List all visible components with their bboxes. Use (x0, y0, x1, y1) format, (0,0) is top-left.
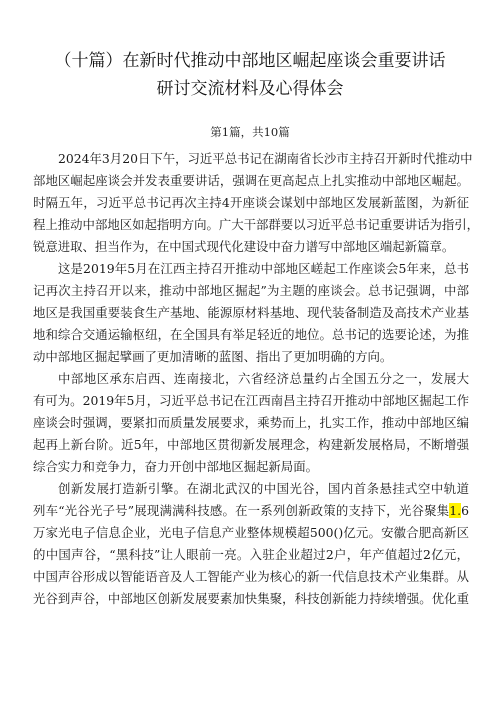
paragraph-line: 有可为。2019年5月，习近平总书记在江西南昌主持召开推动中部地区掘起工作 (33, 393, 469, 408)
paragraph-line: 时隔五年，习近平总书记再次主持4开座谈会谋划中部地区发展新蓝图，为新征 (33, 195, 469, 210)
paragraph-line: 2024年3月20日下午，习近平总书记在湖南省长沙市主持召开新时代推动中 (58, 151, 473, 166)
paragraph-line: 地和综合交通运输枢纽，在全国具有举足轻近的地位。总书记的选要论述，为推 (33, 327, 469, 342)
paragraph-3 (33, 368, 469, 478)
document-body (33, 148, 480, 610)
document-title-line-1: （十篇）在新时代推动中部地区崛起座谈会重要讲话 (54, 51, 446, 71)
page-indicator: 第1篇，共10篇 (210, 125, 290, 139)
paragraph-line (33, 544, 469, 566)
text-segment: 中国声谷形成以智能语音及人工智能产业为核心的新一代信息技术产业集群。从 (33, 569, 469, 584)
paragraph-line: 综合实力和竞争力，奋力开创中部地区掘起新局面。 (33, 459, 318, 474)
paragraph-line: 中部地区承东启西、连南接北，六省经济总量约占全国五分之一，发展大 (58, 371, 469, 386)
paragraph-line: 座谈会时强调，要紧扣而质量发展要求，乘势而上，扎实工作，推动中部地区编 (33, 415, 469, 430)
text-segment: 列车“光谷光子号”展现满满科技感。在一系列创新政策的支持下，光谷聚集 (33, 503, 450, 518)
text-segment: 的中国声谷，“黑科技”让人眼前一亮。入驻企业超过2户，年产值超过2亿元， (33, 547, 469, 562)
paragraph-line (33, 478, 469, 500)
paragraph-line (33, 566, 469, 588)
paragraph-line: 这是2019年5月在江西主持召开推动中部地区嵯起工作座谈会5年来，总书 (58, 261, 469, 276)
text-segment: 万家光电子信息企业，光电子信息产业整体规模超500()亿元。安徽合肥高新区 (33, 525, 469, 540)
paragraph-line: 起再上新台阶。近5年，中部地区贯彻新发展理念，构建新发展格局，不断增强 (33, 437, 469, 452)
paragraph-1 (33, 148, 480, 258)
paragraph-2 (33, 258, 469, 368)
paragraph-line: 地区是我国重要装食生产基地、能源原材料基地、现代装备制造及高技术产业基 (33, 305, 469, 320)
paragraph-line: 记再次主持召开以来，推动中部地区掘起”为主题的座谈会。总书记强调，中部 (33, 283, 469, 298)
text-segment: 创新发展打造新引擎。在湖北武汉的中国光谷，国内首条悬挂式空中轨道 (58, 481, 469, 496)
text-segment: 6 (461, 503, 469, 518)
paragraph-line (33, 588, 469, 610)
paragraph-4 (33, 478, 469, 610)
highlighted-text: 1. (449, 503, 462, 518)
paragraph-line (33, 522, 469, 544)
paragraph-line: 程上推动中部地区如起指明方向。广大干部群要以习近平总书记重要讲话为指引， (33, 217, 480, 232)
paragraph-line (33, 500, 469, 522)
text-segment: 光谷到声谷，中部地区创新发展要素加快集聚，科技创新能力持续增强。优化重 (33, 591, 469, 606)
paragraph-line: 动中部地区掘起擘画了更加清晰的蓝图、指出了更加明确的方向。 (33, 349, 393, 364)
document-title-line-2: 研讨交流材料及心得体会 (156, 79, 344, 99)
paragraph-line: 部地区崛起座谈会并发表重要讲话，强调在更高起点上扎实推动中部地区崛起。 (33, 173, 469, 188)
paragraph-line: 锐意进取、担当作为，在中国式现代化建设中奋力谱写中部地区端起新篇章。 (33, 239, 455, 254)
